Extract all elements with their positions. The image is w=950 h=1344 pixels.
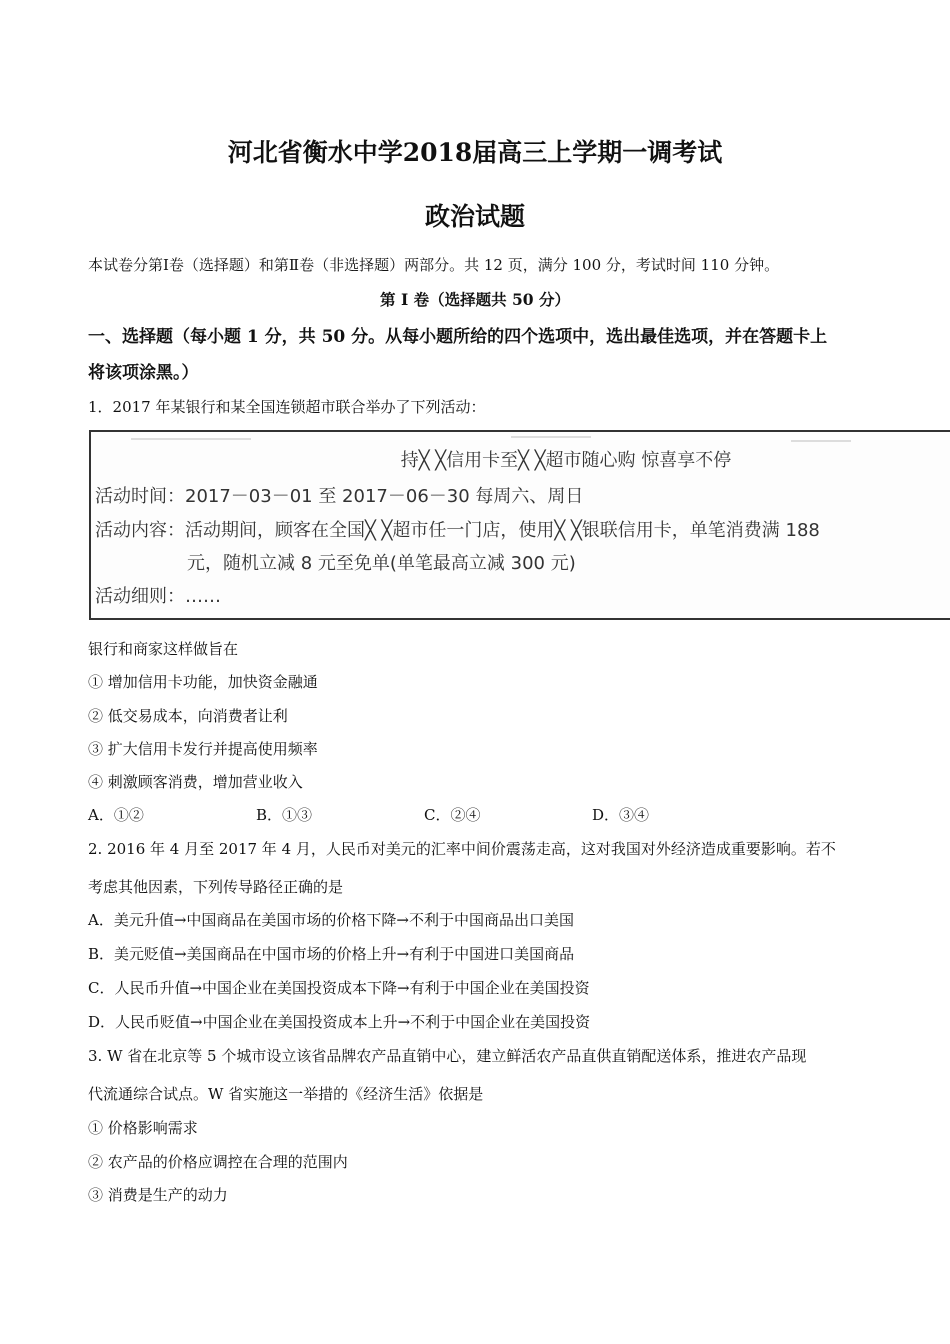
q1-item: ① 增加信用卡功能，加快资金融通 <box>88 673 318 691</box>
promotion-ad-image <box>89 430 950 620</box>
q3-item: ② 农产品的价格应调控在合理的范围内 <box>88 1153 348 1171</box>
q1-option-d: D．③④ <box>592 806 650 824</box>
intro-text: 本试卷分第Ⅰ卷（选择题）和第Ⅱ卷（非选择题）两部分。共 12 页，满分 100 分，考试时间 110 分钟。 <box>88 256 780 274</box>
section-heading: 第 I 卷（选择题共 50 分） <box>380 290 570 309</box>
ad-activity-content-line1: 活动内容：活动期间，顾客在全国╳ ╳超市任一门店，使用╳ ╳银联信用卡，单笔消费满 188 <box>95 520 820 541</box>
q2-stem-line2: 考虑其他因素，下列传导路径正确的是 <box>88 878 344 896</box>
q2-option-c: C．人民币升值→中国企业在美国投资成本下降→有利于中国企业在美国投资 <box>88 979 590 997</box>
q2-option-d: D．人民币贬值→中国企业在美国投资成本上升→不利于中国企业在美国投资 <box>88 1013 591 1031</box>
ad-activity-content-line2: 元，随机立减 8 元至免单(单笔最高立减 300 元) <box>187 553 576 574</box>
q1-item: ④ 刺激顾客消费，增加营业收入 <box>88 773 303 791</box>
ad-activity-time: 活动时间：2017－03－01 至 2017－06－30 每周六、周日 <box>95 486 584 507</box>
exam-title: 河北省衡水中学2018届高三上学期一调考试 <box>227 138 723 167</box>
q3-item: ③ 消费是生产的动力 <box>88 1186 228 1204</box>
ad-headline: 持╳ ╳信用卡至╳ ╳超市随心购 惊喜享不停 <box>400 450 732 471</box>
q1-option-b: B．①③ <box>256 806 313 824</box>
q2-option-b: B．美元贬值→美国商品在中国市场的价格上升→有利于中国进口美国商品 <box>88 945 575 963</box>
q1-stem: 1．2017 年某银行和某全国连锁超市联合举办了下列活动： <box>88 398 486 416</box>
exam-subtitle: 政治试题 <box>424 202 525 231</box>
q3-stem-line1: 3. W 省在北京等 5 个城市设立该省品牌农产品直销中心，建立鲜活农产品直供直销配送体系，推进农产品现 <box>88 1047 807 1065</box>
q3-stem-line2: 代流通综合试点。W 省实施这一举措的《经济生活》依据是 <box>88 1085 484 1103</box>
q1-option-a: A．①② <box>88 806 144 824</box>
ad-activity-details: 活动细则：…… <box>95 586 221 607</box>
q1-item: ② 低交易成本，向消费者让利 <box>88 707 288 725</box>
q1-question: 银行和商家这样做旨在 <box>88 640 239 658</box>
q1-options <box>88 804 760 825</box>
section-instruction-line2: 将该项涂黑。） <box>88 363 199 383</box>
q3-item: ① 价格影响需求 <box>88 1119 198 1137</box>
q2-stem-line1: 2. 2016 年 4 月至 2017 年 4 月，人民币对美元的汇率中间价震荡走高，这对我国对外经济造成重要影响。若不 <box>88 840 836 858</box>
section-instruction-line1: 一、选择题（每小题 1 分，共 50 分。从每小题所给的四个选项中，选出最佳选项，并在答题卡上 <box>88 327 828 347</box>
q1-option-c: C．②④ <box>424 806 481 824</box>
q1-item: ③ 扩大信用卡发行并提高使用频率 <box>88 740 318 758</box>
q2-option-a: A．美元升值→中国商品在美国市场的价格下降→不利于中国商品出口美国 <box>88 911 574 929</box>
